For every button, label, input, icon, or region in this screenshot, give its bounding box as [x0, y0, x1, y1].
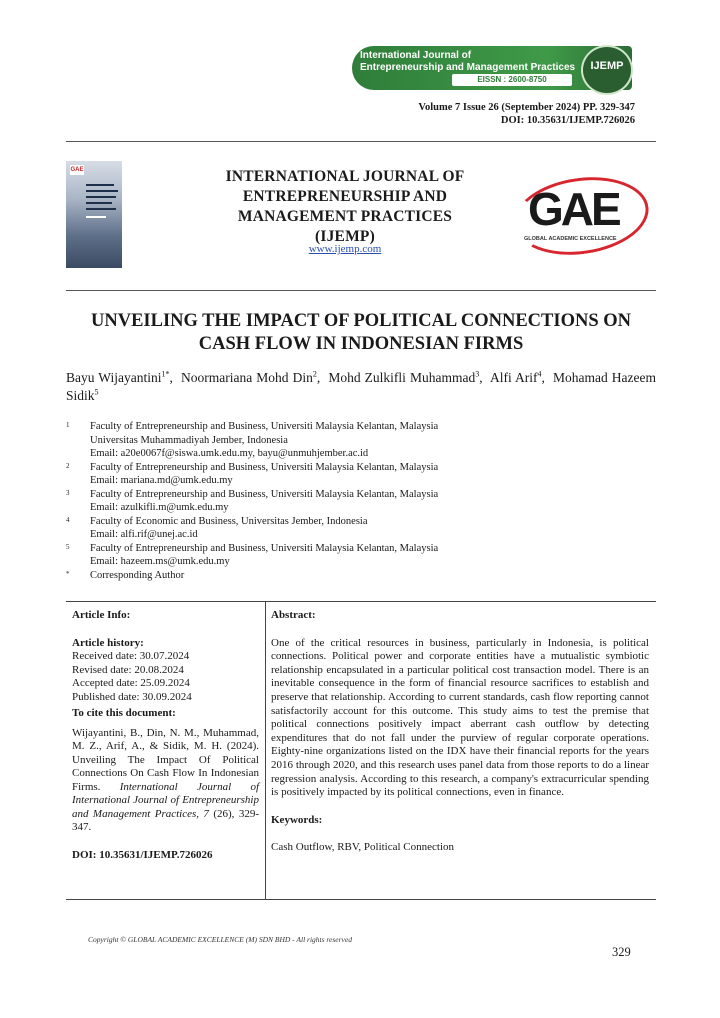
- article-history-heading: Article history:: [72, 636, 144, 649]
- citation-journal: International Journal of International Journal of Entrepreneurship and Management Practices, 7: [72, 780, 260, 820]
- affiliation-number: 5: [66, 542, 70, 551]
- journal-title-line: (IJEMP): [315, 228, 375, 245]
- affiliation-item: [66, 569, 656, 583]
- affiliation-list: [66, 420, 656, 582]
- cover-logo: GAE: [70, 167, 84, 173]
- affiliation-number: 2: [66, 461, 70, 470]
- copyright-notice: Copyright © GLOBAL ACADEMIC EXCELLENCE (M) SDN BHD - All rights reserved: [88, 935, 352, 944]
- abstract-text: One of the critical resources in business, particularly in Indonesia, is political connections. Political power and corporate entities have a mutualistic symbiotic relationship encapsulated in a particular political cost transaction model. There is an inevitable consequence in the form of financial resource sacrifices to establish and preserve that relationship. According to current standards, cash flow reporting cannot satisfactorily account for this outcome. This study aims to test the premise that political connections positively impact aberrant cash outflow by detecting expenditures that do not fall under the purview of regular corporate operations. Eighty-nine organizations listed on the IDX have their financial reports for the years 2016 through 2020, and this research uses panel data from those reports to do a linear regression analysis. According to this research, a company's extracurricular spending is positively impacted by its political connections, even in finance.: [271, 636, 649, 799]
- affiliation-number: 3: [66, 488, 70, 497]
- journal-url-link[interactable]: www.ijemp.com: [308, 243, 382, 255]
- journal-cover-image: [66, 161, 122, 268]
- accepted-date: Accepted date: 25.09.2024: [72, 677, 190, 689]
- keywords-heading: Keywords:: [271, 813, 323, 826]
- affiliation-email: Email: azulkifli.m@umk.edu.my: [90, 502, 229, 513]
- affiliation-email: Email: alfi.rif@unej.ac.id: [90, 529, 198, 540]
- citation-plain: Wijayantini, B., Din, N. M., Muhammad, M. Z., Arif, A., & Sidik, M. H. (2024). Unveiling The Impact Of Political Connections On Cash Flow In Indonesian Firms.: [72, 726, 259, 793]
- author-sup: 1*: [161, 369, 170, 379]
- paper-title-line: CASH FLOW IN INDONESIAN FIRMS: [198, 334, 524, 354]
- received-date: Received date: 30.07.2024: [72, 650, 190, 662]
- doi-line: DOI: 10.35631/IJEMP.726026: [500, 115, 635, 126]
- author-sup: 2: [312, 369, 317, 379]
- gae-logo-letters: GAE: [528, 183, 619, 235]
- gae-logo-subtitle: GLOBAL ACADEMIC EXCELLENCE: [524, 236, 617, 242]
- cover-text-line: [86, 184, 114, 186]
- affiliation-item: [66, 488, 656, 515]
- affiliation-number: 4: [66, 515, 70, 524]
- issn-label: EISSN : 2600-8750: [477, 75, 547, 84]
- affiliation-email: Email: hazeem.ms@umk.edu.my: [90, 556, 230, 567]
- affiliation-email: Email: a20e0067f@siswa.umk.edu.my, bayu@unmuhjember.ac.id: [90, 448, 369, 459]
- published-date: Published date: 30.09.2024: [72, 690, 192, 703]
- affiliation-line: Universitas Muhammadiyah Jember, Indonesia: [90, 434, 288, 446]
- affiliation-line: Faculty of Entrepreneurship and Business, Universiti Malaysia Kelantan, Malaysia: [90, 421, 439, 432]
- affiliation-item: [66, 542, 656, 569]
- title-divider: [66, 290, 656, 291]
- author-name: Alfi Arif: [489, 370, 538, 385]
- article-info-heading: Article Info:: [72, 609, 131, 621]
- banner-title: [360, 50, 580, 74]
- author-name: Bayu Wijayantini: [66, 370, 162, 385]
- author-sup: 3: [475, 369, 480, 379]
- affiliation-line: Faculty of Entrepreneurship and Business, Universiti Malaysia Kelantan, Malaysia: [90, 488, 439, 500]
- journal-title-line: ENTREPRENEURSHIP AND: [242, 188, 448, 205]
- citation-text: [72, 727, 259, 835]
- volume-line: Volume 7 Issue 26 (September 2024) PP. 329-347: [418, 102, 635, 113]
- affiliation-line: Faculty of Entrepreneurship and Business, Universiti Malaysia Kelantan, Malaysia: [90, 461, 439, 473]
- paper-title: [66, 310, 656, 356]
- abstract-heading: Abstract:: [271, 609, 316, 621]
- affiliation-line: Faculty of Entrepreneurship and Business, Universiti Malaysia Kelantan, Malaysia: [90, 542, 439, 554]
- cover-text-line: [86, 196, 116, 198]
- banner-title-line1: International Journal of: [360, 50, 472, 61]
- cover-text-line: [86, 190, 118, 192]
- volume-info: [418, 101, 635, 127]
- affiliation-item: [66, 461, 656, 488]
- affiliation-number: 1: [66, 421, 70, 429]
- author-list: Bayu Wijayantini$^{1*}$, Noormariana Mohd Din$^2$, Mohd Zulkifli Muhammad$^3$, Alfi Arif$^4$, Mohamad Hazeem Sidik$^5$: [66, 369, 657, 403]
- page-number: 329: [612, 945, 631, 959]
- affiliation-email: Email: mariana.md@umk.edu.my: [90, 475, 233, 486]
- corresponding-author-note: Corresponding Author: [90, 569, 185, 581]
- cover-text-line: [86, 202, 112, 204]
- article-info-panel: [72, 609, 259, 862]
- keywords-text: Cash Outflow, RBV, Political Connection: [271, 841, 455, 854]
- info-box-top-border: [66, 601, 656, 602]
- affiliation-item: [66, 420, 656, 461]
- author-name: Mohamad Hazeem Sidik: [66, 370, 657, 403]
- journal-title-line: MANAGEMENT PRACTICES: [237, 208, 453, 225]
- cover-text-line: [86, 208, 116, 210]
- paper-title-line: UNVEILING THE IMPACT OF POLITICAL CONNECTIONS ON: [90, 311, 631, 331]
- author-name: Mohd Zulkifli Muhammad: [328, 370, 476, 385]
- abstract-panel: [271, 609, 649, 855]
- info-box-divider: [265, 601, 266, 899]
- info-box-bottom-border: [66, 899, 656, 900]
- journal-title-line: INTERNATIONAL JOURNAL OF: [225, 168, 465, 185]
- article-doi: DOI: 10.35631/IJEMP.726026: [72, 848, 213, 861]
- affiliation-number: *: [66, 569, 70, 578]
- revised-date: Revised date: 20.08.2024: [72, 663, 184, 676]
- citation-end: (26), 329-347.: [72, 807, 259, 833]
- ijemp-badge-label: IJEMP: [590, 60, 624, 72]
- affiliation-line: Faculty of Economic and Business, Universitas Jember, Indonesia: [90, 515, 368, 527]
- banner-title-line2: Entrepreneurship and Management Practices: [360, 62, 576, 73]
- cover-text-line: [86, 216, 106, 218]
- cite-heading: To cite this document:: [72, 707, 176, 719]
- author-sup: 4: [537, 369, 542, 379]
- author-sup: 5: [94, 387, 99, 397]
- author-name: Noormariana Mohd Din: [181, 370, 313, 385]
- affiliation-item: [66, 515, 656, 542]
- journal-title: [200, 167, 490, 247]
- header-divider: [66, 141, 656, 142]
